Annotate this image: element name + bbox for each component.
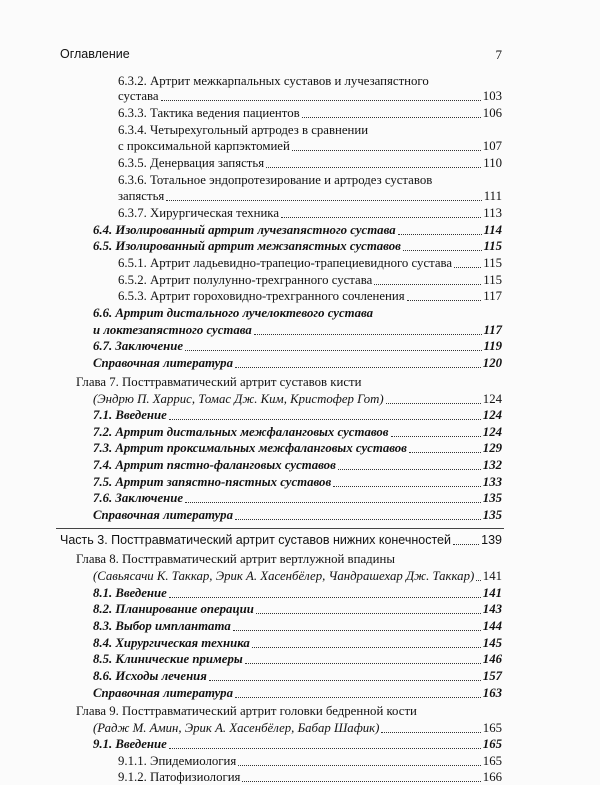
leader-dots bbox=[338, 469, 481, 470]
entry-title: 8.5. Клинические примеры bbox=[93, 652, 243, 666]
leader-dots bbox=[391, 436, 481, 437]
entry-page: 115 bbox=[483, 239, 502, 253]
toc-entry[interactable] bbox=[118, 754, 502, 769]
leader-dots bbox=[169, 419, 481, 420]
entry-page: 141 bbox=[482, 586, 502, 600]
leader-dots bbox=[403, 250, 482, 251]
part-heading[interactable] bbox=[60, 533, 502, 548]
leader-dots bbox=[292, 150, 481, 151]
entry-title: Глава 9. Посттравматический артрит головки бедренной кости bbox=[76, 704, 417, 718]
toc-entry[interactable] bbox=[93, 425, 502, 440]
entry-title: 6.5.2. Артрит полулунно-трехгранного сустава bbox=[118, 273, 373, 287]
leader-dots bbox=[454, 267, 481, 268]
entry-title: с проксимальной карпэктомией bbox=[118, 139, 290, 153]
chapter-heading bbox=[76, 375, 502, 390]
toc-entry[interactable] bbox=[93, 619, 502, 634]
toc-entry[interactable] bbox=[118, 273, 502, 288]
entry-page: 133 bbox=[482, 475, 502, 489]
entry-page: 115 bbox=[483, 273, 502, 287]
leader-dots bbox=[235, 697, 481, 698]
entry-page: 111 bbox=[483, 189, 502, 203]
entry-page: 117 bbox=[483, 323, 502, 337]
toc-entry[interactable] bbox=[93, 475, 502, 490]
entry-title: Справочная литература bbox=[93, 508, 233, 522]
leader-dots bbox=[453, 544, 479, 545]
entry-page: 119 bbox=[483, 339, 502, 353]
leader-dots bbox=[409, 452, 481, 453]
running-title: Оглавление bbox=[60, 47, 130, 61]
entry-page: 110 bbox=[483, 156, 502, 170]
entry-page: 165 bbox=[482, 737, 502, 751]
entry-title: 6.3.4. Четырехугольный артродез в сравнении bbox=[118, 123, 369, 137]
entry-title: 9.1.2. Патофизиология bbox=[118, 770, 241, 784]
entry-page: 166 bbox=[482, 770, 502, 784]
leader-dots bbox=[254, 334, 482, 335]
entry-page: 165 bbox=[482, 721, 502, 735]
entry-title: Часть 3. Посттравматический артрит суставов нижних конечностей bbox=[60, 533, 451, 547]
entry-page: 165 bbox=[482, 754, 502, 768]
leader-dots bbox=[161, 100, 481, 101]
entry-page: 139 bbox=[481, 533, 502, 547]
entry-page: 143 bbox=[482, 602, 502, 616]
leader-dots bbox=[238, 765, 481, 766]
entry-page: 115 bbox=[483, 256, 502, 270]
entry-title: 7.1. Введение bbox=[93, 408, 167, 422]
toc-entry[interactable] bbox=[93, 669, 502, 684]
entry-title: 6.6. Артрит дистального лучелоктевого сустава bbox=[93, 306, 374, 320]
toc-entry[interactable] bbox=[93, 441, 502, 456]
leader-dots bbox=[185, 502, 481, 503]
leader-dots bbox=[166, 200, 481, 201]
leader-dots bbox=[233, 630, 481, 631]
entry-title: 8.6. Исходы лечения bbox=[93, 669, 207, 683]
entry-title: 8.1. Введение bbox=[93, 586, 167, 600]
entry-title: 7.6. Заключение bbox=[93, 491, 184, 505]
entry-page: 129 bbox=[482, 441, 502, 455]
chapter-heading bbox=[76, 704, 502, 719]
entry-page: 124 bbox=[482, 392, 502, 406]
toc-entry[interactable] bbox=[93, 508, 502, 523]
entry-title: 6.3.7. Хирургическая техника bbox=[118, 206, 280, 220]
leader-dots bbox=[169, 748, 481, 749]
entry-title: (Савьясачи К. Таккар, Эрик А. Хасенбёлер, Чандрашехар Дж. Таккар) bbox=[93, 569, 475, 583]
entry-page: 144 bbox=[482, 619, 502, 633]
toc-entry[interactable] bbox=[93, 223, 502, 238]
toc-entry[interactable] bbox=[93, 636, 502, 651]
leader-dots bbox=[333, 486, 481, 487]
toc-entry[interactable] bbox=[93, 408, 502, 423]
entry-page: 135 bbox=[482, 491, 502, 505]
toc-entry[interactable] bbox=[93, 686, 502, 701]
toc-entry[interactable] bbox=[93, 356, 502, 371]
toc-entry[interactable] bbox=[118, 289, 502, 304]
entry-page: 107 bbox=[482, 139, 502, 153]
entry-title: 6.3.3. Тактика ведения пациентов bbox=[118, 106, 300, 120]
leader-dots bbox=[476, 580, 481, 581]
entry-page: 163 bbox=[482, 686, 502, 700]
entry-title: Справочная литература bbox=[93, 356, 233, 370]
toc-entry bbox=[118, 173, 502, 188]
toc-entry[interactable] bbox=[93, 392, 502, 407]
entry-page: 132 bbox=[482, 458, 502, 472]
leader-dots bbox=[266, 167, 481, 168]
leader-dots bbox=[398, 234, 482, 235]
entry-page: 157 bbox=[482, 669, 502, 683]
toc-entry[interactable] bbox=[93, 458, 502, 473]
leader-dots bbox=[209, 680, 481, 681]
leader-dots bbox=[235, 519, 481, 520]
entry-page: 124 bbox=[482, 408, 502, 422]
chapter-heading bbox=[76, 552, 502, 567]
leader-dots bbox=[185, 350, 481, 351]
entry-title: 6.3.2. Артрит межкарпальных суставов и лучезапястного bbox=[118, 74, 429, 88]
entry-page: 141 bbox=[482, 569, 502, 583]
entry-page: 145 bbox=[482, 636, 502, 650]
toc-entry[interactable] bbox=[118, 156, 502, 171]
toc-entry[interactable] bbox=[118, 770, 502, 785]
toc-entry[interactable] bbox=[93, 569, 502, 584]
toc-entry[interactable] bbox=[118, 256, 502, 271]
entry-title: (Радж М. Амин, Эрик А. Хасенбёлер, Бабар Шафик) bbox=[93, 721, 380, 735]
entry-title: Справочная литература bbox=[93, 686, 233, 700]
leader-dots bbox=[386, 403, 481, 404]
entry-page: 124 bbox=[482, 425, 502, 439]
entry-title: и локтезапястного сустава bbox=[93, 323, 252, 337]
toc-entry bbox=[118, 123, 502, 138]
toc-entry[interactable] bbox=[93, 339, 502, 354]
toc-entry[interactable] bbox=[93, 239, 502, 254]
toc-entry bbox=[118, 74, 502, 89]
entry-page: 117 bbox=[483, 289, 502, 303]
entry-title: 9.1.1. Эпидемиология bbox=[118, 754, 237, 768]
leader-dots bbox=[407, 300, 482, 301]
toc-entry[interactable] bbox=[118, 206, 502, 221]
toc-entry[interactable] bbox=[93, 602, 502, 617]
entry-title: 7.2. Артрит дистальных межфаланговых суставов bbox=[93, 425, 389, 439]
toc-entry[interactable] bbox=[118, 89, 502, 104]
entry-title: 6.5.1. Артрит ладьевидно-трапецио-трапециевидного сустава bbox=[118, 256, 453, 270]
entry-title: Глава 7. Посттравматический артрит суставов кисти bbox=[76, 375, 362, 389]
toc-entry[interactable] bbox=[93, 721, 502, 736]
entry-page: 113 bbox=[483, 206, 502, 220]
entry-page: 135 bbox=[482, 508, 502, 522]
page-number: 7 bbox=[495, 47, 502, 62]
toc-entry bbox=[93, 306, 502, 321]
entry-page: 146 bbox=[482, 652, 502, 666]
toc-entry[interactable] bbox=[93, 586, 502, 601]
leader-dots bbox=[245, 663, 481, 664]
entry-title: 6.7. Заключение bbox=[93, 339, 184, 353]
entry-title: запястья bbox=[118, 189, 165, 203]
leader-dots bbox=[242, 781, 480, 782]
page-header bbox=[60, 47, 502, 65]
entry-title: 8.2. Планирование операции bbox=[93, 602, 254, 616]
toc-entry[interactable] bbox=[93, 652, 502, 667]
entry-title: 6.5.3. Артрит гороховидно-трехгранного сочленения bbox=[118, 289, 405, 303]
toc-entry[interactable] bbox=[118, 139, 502, 154]
toc-entry[interactable] bbox=[93, 323, 502, 338]
entry-title: 7.5. Артрит запястно-пястных суставов bbox=[93, 475, 332, 489]
section-divider bbox=[56, 528, 504, 529]
entry-page: 114 bbox=[483, 223, 502, 237]
leader-dots bbox=[374, 284, 481, 285]
leader-dots bbox=[256, 613, 481, 614]
leader-dots bbox=[381, 732, 480, 733]
leader-dots bbox=[235, 367, 481, 368]
leader-dots bbox=[302, 117, 481, 118]
entry-page: 106 bbox=[482, 106, 502, 120]
entry-title: (Эндрю П. Харрис, Томас Дж. Ким, Кристофер Гот) bbox=[93, 392, 384, 406]
entry-title: 6.3.5. Денервация запястья bbox=[118, 156, 265, 170]
entry-title: 9.1. Введение bbox=[93, 737, 167, 751]
entry-page: 120 bbox=[482, 356, 502, 370]
entry-title: 7.4. Артрит пястно-фаланговых суставов bbox=[93, 458, 336, 472]
leader-dots bbox=[252, 647, 481, 648]
toc-entry[interactable] bbox=[93, 491, 502, 506]
entry-title: 6.4. Изолированный артрит лучезапястного сустава bbox=[93, 223, 396, 237]
entry-page: 103 bbox=[482, 89, 502, 103]
entry-title: Глава 8. Посттравматический артрит вертлужной впадины bbox=[76, 552, 395, 566]
entry-title: 8.3. Выбор имплантата bbox=[93, 619, 231, 633]
entry-title: сустава bbox=[118, 89, 159, 103]
entry-title: 8.4. Хирургическая техника bbox=[93, 636, 250, 650]
entry-title: 6.3.6. Тотальное эндопротезирование и артродез суставов bbox=[118, 173, 433, 187]
leader-dots bbox=[281, 217, 481, 218]
toc-entry[interactable] bbox=[118, 106, 502, 121]
toc-entry[interactable] bbox=[118, 189, 502, 204]
entry-title: 6.5. Изолированный артрит межзапястных суставов bbox=[93, 239, 401, 253]
entry-title: 7.3. Артрит проксимальных межфаланговых суставов bbox=[93, 441, 407, 455]
leader-dots bbox=[169, 597, 481, 598]
